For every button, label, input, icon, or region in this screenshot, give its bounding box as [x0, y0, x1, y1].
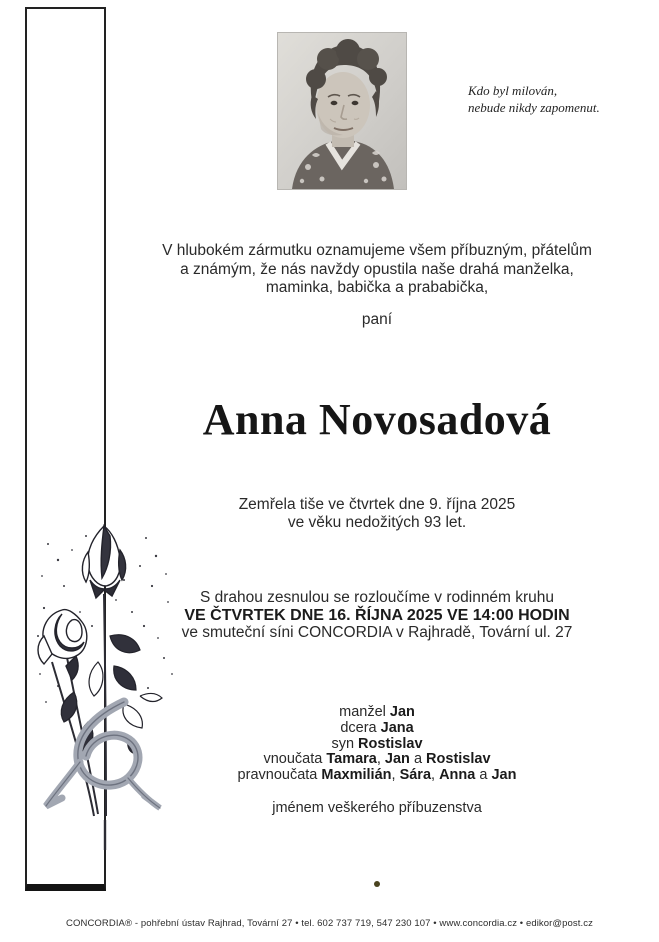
family-line	[90, 705, 659, 721]
death-info-line-2: ve věku nedožitých 93 let.	[287, 513, 467, 531]
death-info	[90, 496, 659, 531]
separator-dot-icon	[374, 881, 380, 887]
salutation-text: paní	[361, 311, 393, 328]
family-relation-label: a	[475, 767, 492, 784]
death-info-line-1: Zemřela tiše ve čtvrtek dne 9. října 2025	[238, 496, 516, 513]
quote-line-1: Kdo byl milován,	[468, 83, 558, 98]
announcement-line-2: a známým, že nás navždy opustila naše drahá manželka,	[180, 260, 574, 278]
family-relation-label: a	[409, 751, 427, 768]
family-relation-label: syn	[331, 735, 359, 752]
family-line	[90, 737, 659, 753]
family-line	[90, 768, 659, 784]
family-member-name: Sára	[399, 767, 432, 784]
family-member-name: Maxmilián	[321, 767, 392, 784]
memorial-quote	[468, 83, 648, 116]
farewell-line-1: S drahou zesnulou se rozloučíme v rodinném kruhu	[199, 589, 555, 606]
farewell-info	[90, 589, 659, 642]
family-relation-label: ,	[431, 767, 440, 784]
announcement-line-1: V hlubokém zármutku oznamujeme všem příbuzným, přátelům	[162, 242, 592, 259]
deceased-name: Anna Novosadová	[202, 395, 552, 444]
family-member-name: Rostislav	[426, 751, 491, 768]
portrait-photo-image	[278, 33, 406, 189]
farewell-place-line: ve smuteční síni CONCORDIA v Rajhradě, Tovární ul. 27	[181, 624, 573, 642]
closing-text: jménem veškerého příbuzenstva	[272, 800, 482, 816]
family-relation-label: pravnoučata	[237, 767, 322, 784]
family-relation-label: ,	[376, 751, 385, 768]
family-member-name: Jan	[491, 767, 517, 784]
family-line	[90, 721, 659, 737]
family-member-name: Jana	[380, 719, 414, 736]
family-member-name: Jan	[389, 704, 415, 720]
footer-funeral-home-info: CONCORDIA® - pohřební ústav Rajhrad, Tovární 27 • tel. 602 737 719, 547 230 107 • www.concordia.cz • edikor@post.cz	[66, 918, 593, 929]
quote-line-2: nebude nikdy zapomenut.	[468, 99, 600, 115]
farewell-date-line: VE ČTVRTEK DNE 16. ŘÍJNA 2025 VE 14:00 HODIN	[184, 606, 570, 624]
family-member-name: Anna	[439, 767, 476, 784]
portrait-photo	[278, 33, 406, 189]
family-relation-label: dcera	[340, 719, 381, 736]
family-member-name: Rostislav	[358, 735, 423, 752]
family-member-name: Jan	[384, 751, 410, 768]
announcement-line-3: maminka, babička a prababička,	[265, 279, 489, 297]
family-list	[90, 705, 659, 784]
announcement-paragraph	[90, 242, 659, 298]
family-relation-label: manžel	[339, 704, 390, 720]
family-member-name: Tamara	[326, 751, 377, 768]
family-relation-label: ,	[391, 767, 400, 784]
family-relation-label: vnoučata	[263, 751, 327, 768]
family-line	[90, 752, 659, 768]
